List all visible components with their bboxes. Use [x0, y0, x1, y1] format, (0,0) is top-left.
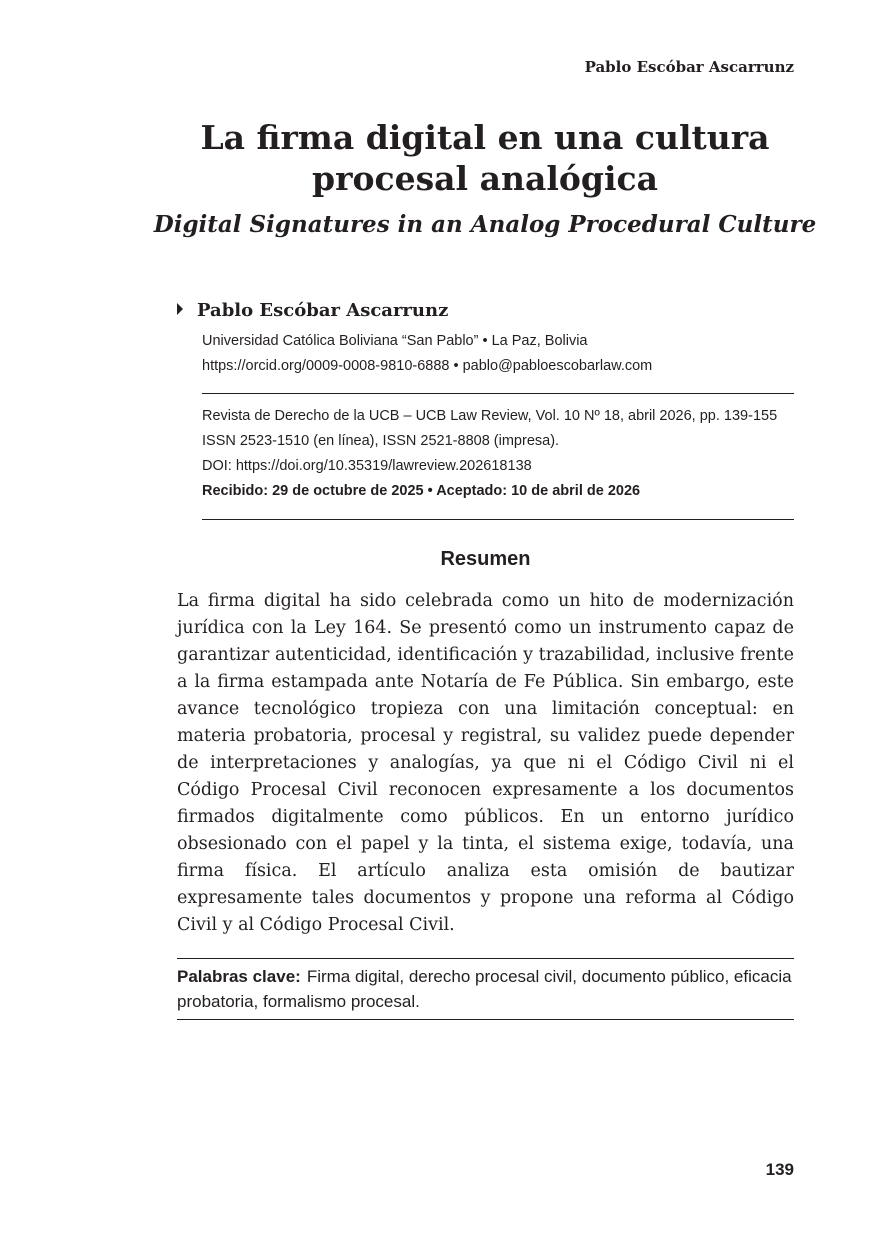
page-number: 139: [765, 1160, 794, 1179]
author-name: Pablo Escóbar Ascarrunz: [197, 300, 449, 321]
received-accepted-dates: Recibido: 29 de octubre de 2025 • Aceptado: 10 de abril de 2026: [202, 483, 641, 499]
journal-citation: Revista de Derecho de la UCB – UCB Law Review, Vol. 10 Nº 18, abril 2026, pp. 139-155: [202, 408, 778, 424]
triangle-bullet-icon: [177, 303, 183, 315]
article-subtitle: Digital Signatures in an Analog Procedural Culture: [153, 211, 817, 238]
author-block: [177, 300, 448, 321]
title-line-2: procesal analógica: [312, 159, 658, 198]
keywords-divider-top: [177, 958, 794, 959]
article-title: [150, 117, 820, 199]
doi-line: DOI: https://doi.org/10.35319/lawreview.202618138: [202, 458, 532, 474]
keywords-divider-bottom: [177, 1019, 794, 1020]
divider-top: [202, 393, 794, 394]
abstract-text: La firma digital ha sido celebrada como un hito de modernización jurídica con la Ley 164. Se presentó como un instrumento capaz de garantizar autenticidad, identificación y trazabilidad, inclusive frente a la firma estampada ante Notaría de Fe Pública. Sin embargo, este avance tecnológico tropieza con una limitación conceptual: en materia probatoria, procesal y registral, su validez puede depender de interpretaciones y analogías, ya que ni el Código Civil ni el Código Procesal Civil reconocen expresamente a los documentos firmados digitalmente como públicos. En un entorno jurídico obsesionado con el papel y la tinta, el sistema exige, todavía, una firma física. El artículo analiza esta omisión de bautizar expresamente tales documentos y propone una reforma al Código Civil y al Código Procesal Civil.: [177, 591, 794, 935]
title-line-1: La firma digital en una cultura: [200, 118, 770, 157]
divider-bottom: [202, 519, 794, 520]
keywords-text: Firma digital, derecho procesal civil, documento público, eficacia probatoria, formalismo procesal.: [177, 967, 792, 1011]
author-contact: https://orcid.org/0009-0008-9810-6888 • pablo@pabloescobarlaw.com: [202, 358, 653, 374]
author-affiliation: Universidad Católica Boliviana “San Pablo” • La Paz, Bolivia: [202, 333, 588, 349]
abstract-heading: Resumen: [440, 548, 531, 570]
keywords-label: Palabras clave:: [177, 967, 301, 986]
running-head: Pablo Escóbar Ascarrunz: [584, 58, 794, 76]
issn-line: ISSN 2523-1510 (en línea), ISSN 2521-8808 (impresa).: [202, 433, 560, 449]
keywords: [177, 964, 794, 1014]
